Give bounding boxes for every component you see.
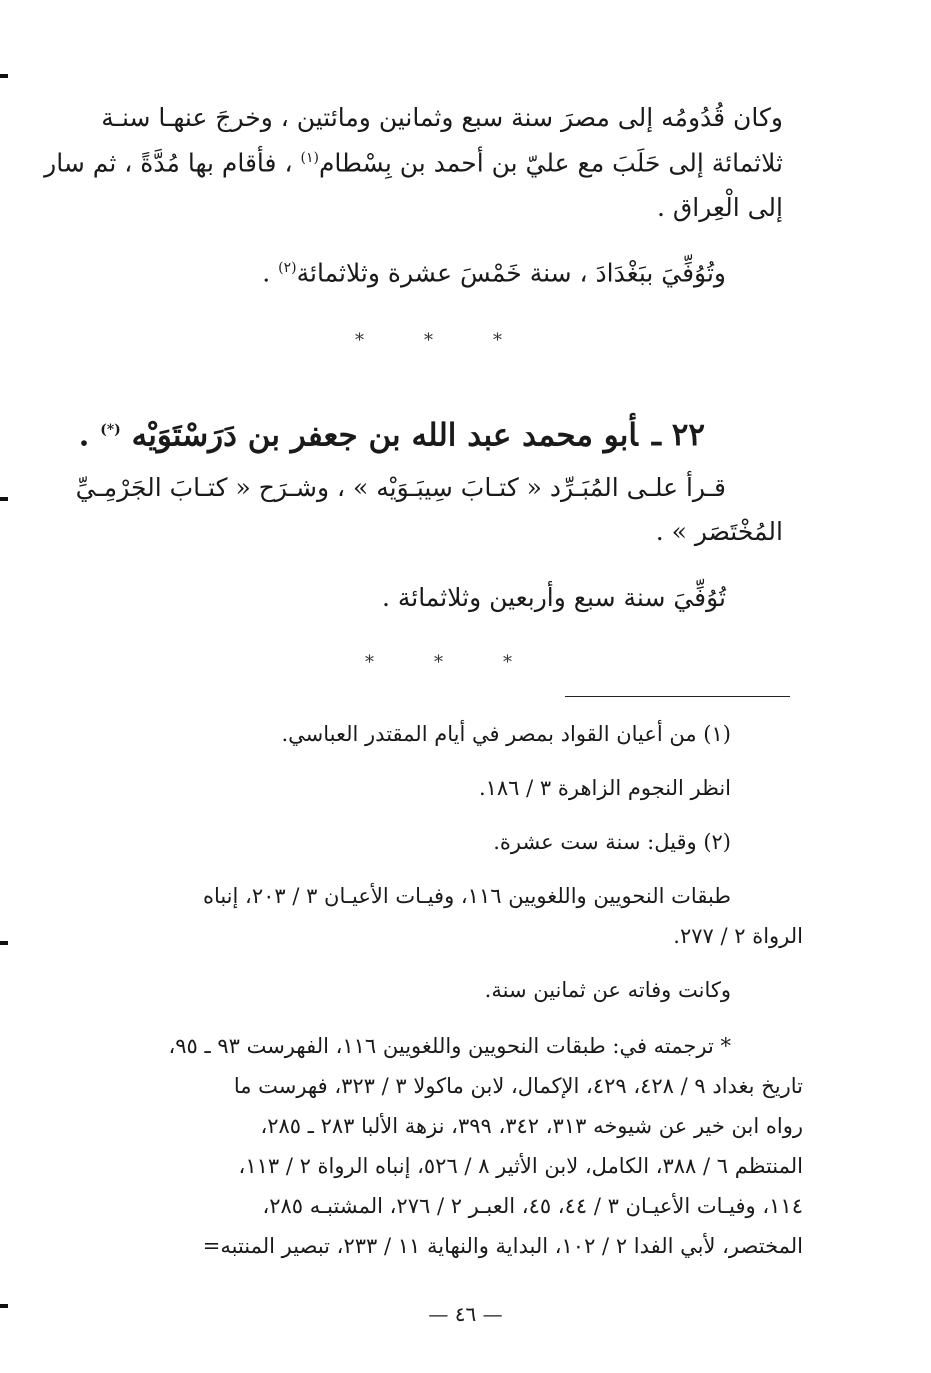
edge-mark — [0, 74, 8, 78]
entry-number: ٢٢ ـ — [651, 417, 705, 454]
edge-mark — [0, 941, 8, 945]
separator-star: * — [424, 330, 433, 351]
footnote-star-line: المختصر، لأبي الفدا ٢ / ١٠٢، البداية والنهاية ١١ / ٢٣٣، تبصير المنتبه= — [202, 1234, 803, 1258]
separator-star: * — [493, 330, 502, 351]
page-number: — ٤٦ — — [428, 1302, 503, 1326]
separator — [365, 652, 512, 673]
separator-star: * — [365, 652, 374, 673]
paragraph4: تُوُفِّيَ سنة سبع وأربعين وثلاثمائة . — [381, 583, 726, 612]
footnote-2-note: وكانت وفاته عن ثمانين سنة. — [484, 978, 731, 1002]
entry-heading: ٢٢ ـأبو محمد عبد الله بن جعفر بن دَرَسْتَوَيْه (*) . — [78, 417, 705, 454]
footnote-1-source: انظر النجوم الزاهرة ٣ / ١٨٦. — [478, 776, 731, 800]
footnote-star-line: تاريخ بغداد ٩ / ٤٢٨، ٤٢٩، الإكمال، لابن ماكولا ٣ / ٣٢٣، فهرست ما — [233, 1074, 803, 1098]
footnote-star-line: * ترجمته في: طبقات النحويين واللغويين ١١٦، الفهرست ٩٣ ـ ٩٥، — [168, 1034, 731, 1058]
footnote-ref[interactable]: (*) — [100, 422, 121, 438]
separator-star: * — [503, 652, 512, 673]
entry-title: أبو محمد عبد الله بن جعفر بن دَرَسْتَوَيْه — [131, 417, 638, 454]
footnote-star-line: رواه ابن خير عن شيوخه ٣١٣، ٣٤٢، ٣٩٩، نزهة الألبا ٢٨٣ ـ ٢٨٥، — [260, 1114, 803, 1138]
separator-star: * — [355, 330, 364, 351]
paragraph1-line2: ثلاثمائة إلى حَلَبَ مع عليّ بن أحمد بن بِسْطام$^{(١)}$ ، فأقام بها مُدَّةً ، ثم سار — [44, 148, 783, 178]
footnote-2-source-line2: الرواة ٢ / ٢٧٧. — [673, 924, 803, 948]
separator — [355, 330, 502, 351]
footnote-ref[interactable]: (٢) — [278, 260, 297, 276]
footnote-divider — [565, 696, 790, 697]
footnote-ref[interactable]: (١) — [300, 150, 319, 166]
paragraph3-line2: المُخْتَصَر » . — [655, 517, 783, 546]
footnote-2-source-line1: طبقات النحويين واللغويين ١١٦، وفيـات الأعيـان ٣ / ٢٠٣، إنباه — [202, 884, 731, 908]
footnote-1: (١) من أعيان القواد بمصر في أيام المقتدر العباسي. — [281, 722, 731, 746]
footnote-2: (٢) وقيل: سنة ست عشرة. — [493, 830, 731, 854]
footnote-star-line: المنتظم ٦ / ٣٨٨، الكامل، لابن الأثير ٨ / ٥٢٦، إنباه الرواة ٢ / ١١٣، — [238, 1154, 803, 1178]
paragraph3-line1: قـرأ علـى المُبَـرِّد « كتـابَ سِيبَـوَيْه » ، وشـرَح « كتـابَ الجَرْمِـيِّ — [75, 473, 726, 502]
edge-mark — [0, 497, 8, 501]
footnote-star-line: ١١٤، وفيـات الأعيـان ٣ / ٤٤، ٤٥، العبـر ٢ / ٢٧٦، المشتبـه ٢٨٥، — [262, 1194, 803, 1218]
paragraph1-line3: إلى الْعِراق . — [656, 193, 783, 222]
paragraph2: وتُوُفِّيَ ببَغْدَادَ ، سنة خَمْسَ عشرة وثلاثمائة$^{(٢)}$ . — [262, 258, 726, 288]
separator-star: * — [434, 652, 443, 673]
paragraph1-line1: وكان قُدُومُه إلى مصرَ سنة سبع وثمانين ومائتين ، وخرجَ عنهـا سنـة — [101, 103, 783, 132]
